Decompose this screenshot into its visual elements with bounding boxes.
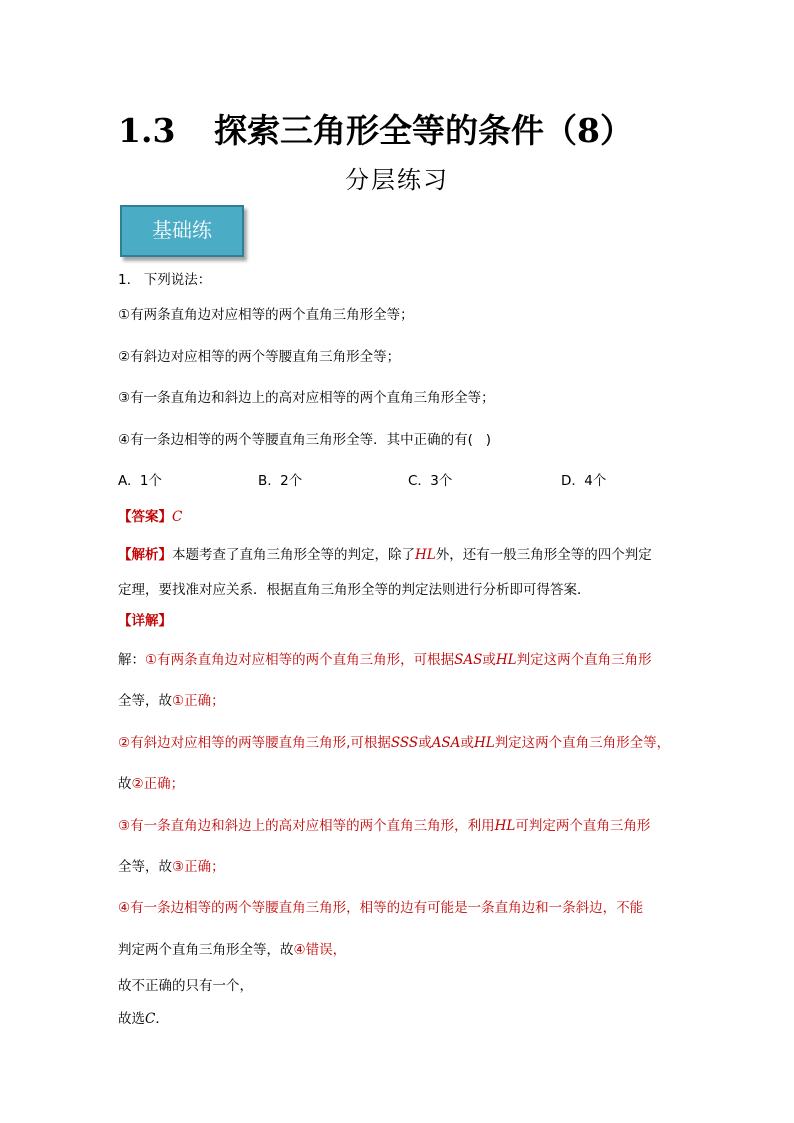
detail-p2-line-2 [118, 774, 184, 794]
detail-p3-line-1 [118, 816, 650, 836]
section-title: 探索三角形全等的条件（8） [214, 111, 633, 150]
option-a: A. 1个 [118, 473, 162, 489]
page-title [118, 106, 633, 156]
analysis-text: 本题考查了直角三角形全等的判定，除了 [172, 547, 415, 563]
detail-p4-line-2 [118, 940, 346, 960]
math-term: HL [415, 547, 436, 563]
math-term: HL [494, 818, 516, 834]
question-intro: 1. 下列说法： [118, 272, 212, 288]
level-badge: 基础练 [120, 205, 244, 257]
detail-p4-line-1 [118, 898, 643, 918]
answer-label: 【答案】 [118, 509, 172, 525]
answer-value: C [172, 509, 183, 525]
option-c: C. 3个 [408, 473, 453, 489]
detail-p3-line-2 [118, 857, 225, 877]
detail-label: 【详解】 [118, 613, 172, 629]
analysis-line-1 [118, 545, 652, 565]
detail-text: 故选 [118, 1011, 145, 1027]
page-subtitle: 分层练习 [345, 166, 449, 194]
detail-text: 解： [118, 652, 145, 668]
math-term: ASA [431, 735, 461, 751]
option-b: B. 2个 [258, 473, 303, 489]
detail-text: ①有两条直角边对应相等的两个直角三角形，可根据 [145, 652, 455, 668]
math-term: SAS [454, 652, 483, 668]
math-term: HL [495, 652, 517, 668]
detail-text: 全等，故 [118, 693, 172, 709]
detail-text: 全等，故 [118, 859, 172, 875]
detail-text: 或 [418, 735, 432, 751]
detail-p1-line-2 [118, 691, 225, 711]
detail-text: 判定这两个直角三角形全等， [494, 735, 671, 751]
analysis-line-2: 定理，要找准对应关系．根据直角三角形全等的判定法则进行分析即可得答案． [118, 582, 591, 598]
math-term: HL [473, 735, 495, 751]
detail-text: ②有斜边对应相等的两等腰直角三角形,可根据 [118, 735, 391, 751]
detail-text: 判定这两个直角三角形 [516, 652, 652, 668]
statement-4: ④有一条边相等的两个等腰直角三角形全等．其中正确的有( ) [118, 432, 492, 448]
math-term: SSS [390, 735, 419, 751]
detail-text: 或 [482, 652, 496, 668]
detail-text: ①正确； [172, 693, 225, 709]
section-number: 1.3 [118, 111, 176, 150]
detail-text: 判定两个直角三角形全等，故 [118, 942, 294, 958]
conclusion-line-1: 故不正确的只有一个， [118, 978, 253, 994]
detail-p1-line-1 [118, 650, 652, 670]
detail-text: 或 [460, 735, 474, 751]
detail-text: 故 [118, 776, 132, 792]
math-term: C [145, 1011, 156, 1027]
detail-p2-line-1 [118, 733, 670, 753]
detail-text: ②正确； [131, 776, 185, 792]
detail-label-line [118, 611, 172, 631]
statement-1: ①有两条直角边对应相等的两个直角三角形全等； [118, 307, 414, 323]
statement-2: ②有斜边对应相等的两个等腰直角三角形全等； [118, 349, 401, 365]
answer-line [118, 507, 182, 527]
statement-3: ③有一条直角边和斜边上的高对应相等的两个直角三角形全等； [118, 390, 495, 406]
detail-text: 可判定两个直角三角形 [515, 818, 651, 834]
detail-text: ④有一条边相等的两个等腰直角三角形，相等的边有可能是一条直角边和一条斜边，不能 [118, 900, 644, 916]
analysis-label: 【解析】 [118, 547, 172, 563]
analysis-text: 外，还有一般三角形全等的四个判定 [435, 547, 652, 563]
detail-text: ③有一条直角边和斜边上的高对应相等的两个直角三角形，利用 [118, 818, 495, 834]
detail-text: ④错误， [293, 942, 347, 958]
detail-text: ． [155, 1011, 169, 1027]
option-d: D. 4个 [561, 473, 607, 489]
conclusion-line-2 [118, 1009, 169, 1029]
detail-text: ③正确； [172, 859, 225, 875]
